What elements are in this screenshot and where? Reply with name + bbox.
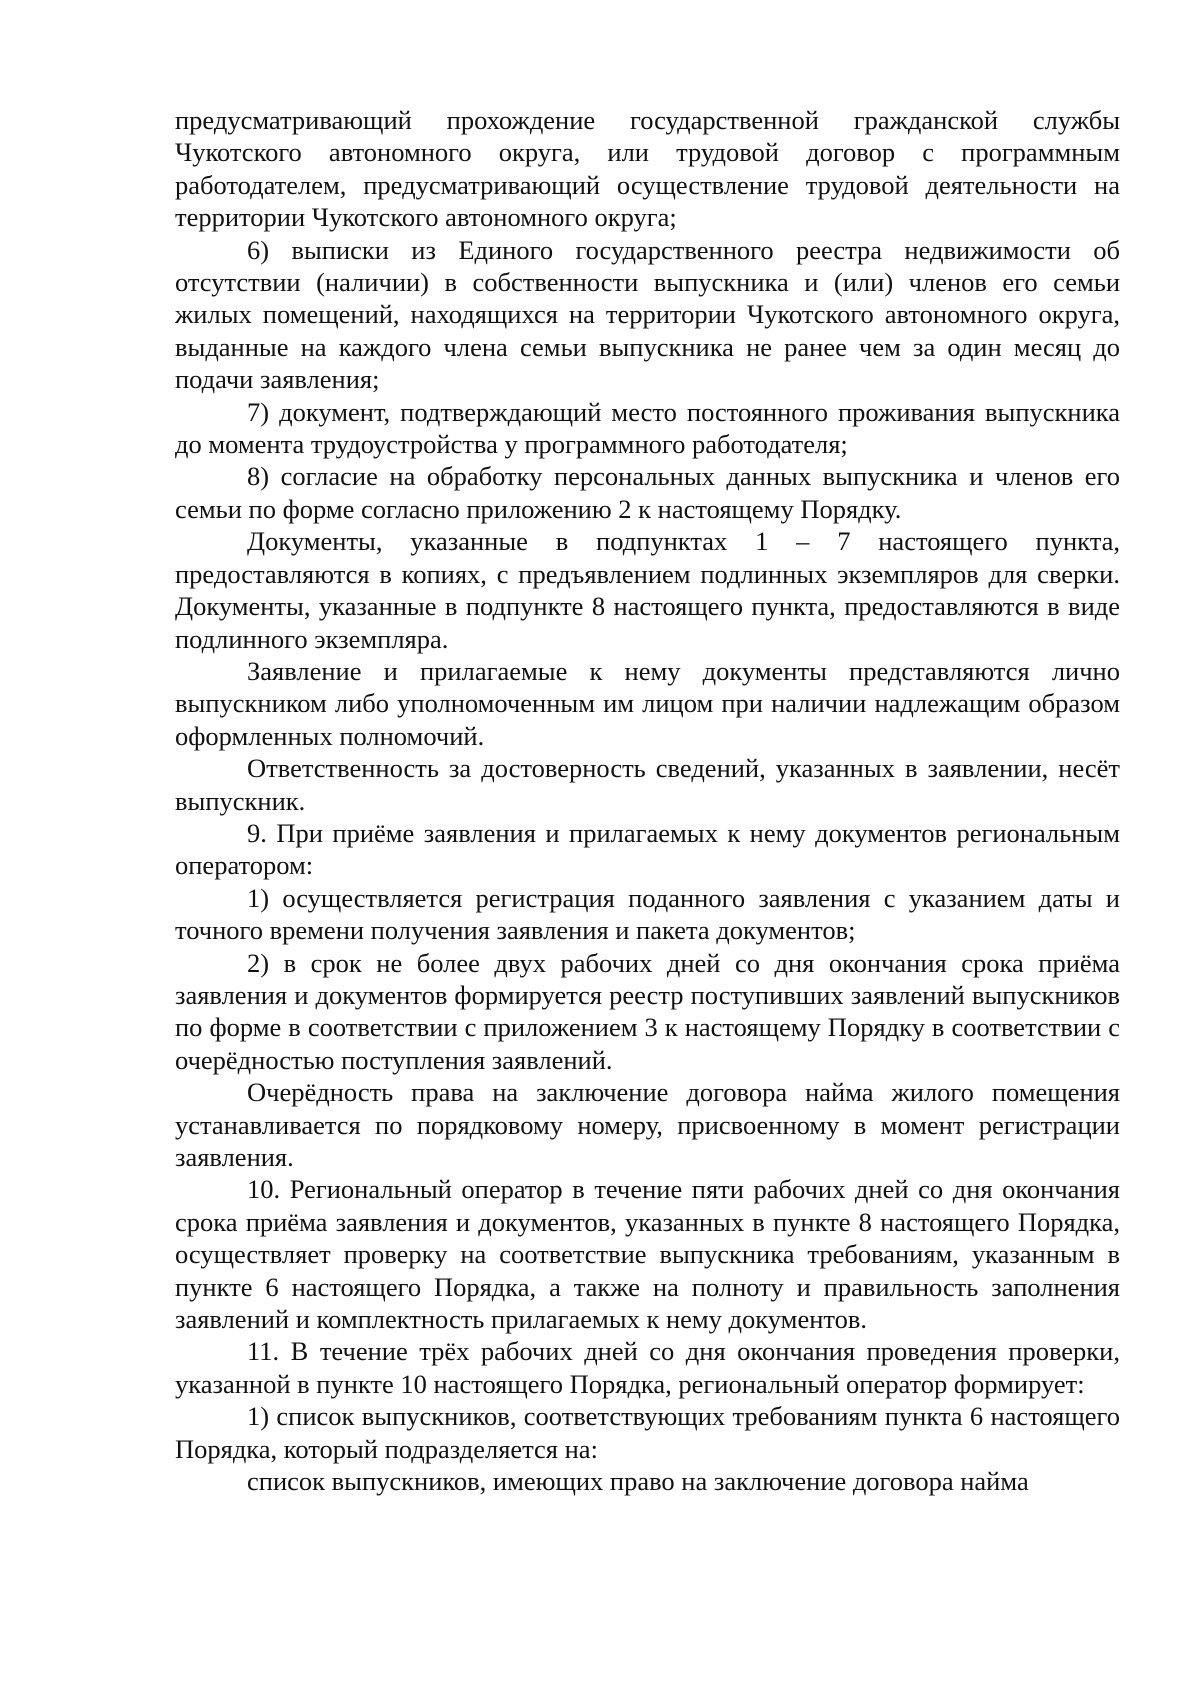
paragraph-5: Документы, указанные в подпунктах 1 – 7 настоящего пункта, предоставляются в копиях, с предъявлением подлинных экземпляров для сверки. Документы, указанные в подпункте 8 настоящего пункта, предоставляются в виде подлинного экземпляра. xyxy=(175,526,1120,654)
paragraph-14: 1) список выпускников, соответствующих требованиям пункта 6 настоящего Порядка, который подразделяется на: xyxy=(175,1401,1120,1464)
paragraph-12: 10. Региональный оператор в течение пяти рабочих дней со дня окончания срока приёма заявления и документов, указанных в пункте 8 настоящего Порядка, осуществляет проверку на соответствие выпускника требованиям, указанным в пункте 6 настоящего Порядка, а также на полноту и правильность заполнения заявлений и комплектность прилагаемых к нему документов. xyxy=(175,1174,1120,1335)
document-page xyxy=(175,104,1120,1497)
paragraph-2: 6) выписки из Единого государственного реестра недвижимости об отсутствии (наличии) в собственности выпускника и (или) членов его семьи жилых помещений, находящихся на территории Чукотского автономного округа, выданные на каждого члена семьи выпускника не ранее чем за один месяц до подачи заявления; xyxy=(175,234,1120,395)
paragraph-11: Очерёдность права на заключение договора найма жилого помещения устанавливается по порядковому номеру, присвоенному в момент регистрации заявления. xyxy=(175,1077,1120,1172)
paragraph-3: 7) документ, подтверждающий место постоянного проживания выпускника до момента трудоустройства у программного работодателя; xyxy=(175,396,1120,460)
paragraph-7: Ответственность за достоверность сведений, указанных в заявлении, несёт выпускник. xyxy=(175,753,1120,816)
paragraph-9: 1) осуществляется регистрация поданного заявления с указанием даты и точного времени получения заявления и пакета документов; xyxy=(175,882,1120,946)
paragraph-1: предусматривающий прохождение государственной гражданской службы Чукотского автономного округа, или трудовой договор с программным работодателем, предусматривающий осуществление трудовой деятельности на территории Чукотского автономного округа; xyxy=(175,105,1120,233)
paragraph-6: Заявление и прилагаемые к нему документы представляются лично выпускником либо уполномоченным им лицом при наличии надлежащим образом оформленных полномочий. xyxy=(175,655,1120,751)
paragraph-10: 2) в срок не более двух рабочих дней со дня окончания срока приёма заявления и документов формируется реестр поступивших заявлений выпускников по форме в соответствии с приложением 3 к настоящему Порядку в соответствии с очерёдностью поступления заявлений. xyxy=(175,947,1120,1075)
paragraph-4: 8) согласие на обработку персональных данных выпускника и членов его семьи по форме согласно приложению 2 к настоящему Порядку. xyxy=(175,461,1120,524)
paragraph-8: 9. При приёме заявления и прилагаемых к нему документов региональным оператором: xyxy=(175,817,1120,881)
paragraph-15: список выпускников, имеющих право на заключение договора найма xyxy=(247,1466,1029,1497)
paragraph-13: 11. В течение трёх рабочих дней со дня окончания проведения проверки, указанной в пункте 10 настоящего Порядка, региональный оператор формирует: xyxy=(175,1336,1120,1399)
